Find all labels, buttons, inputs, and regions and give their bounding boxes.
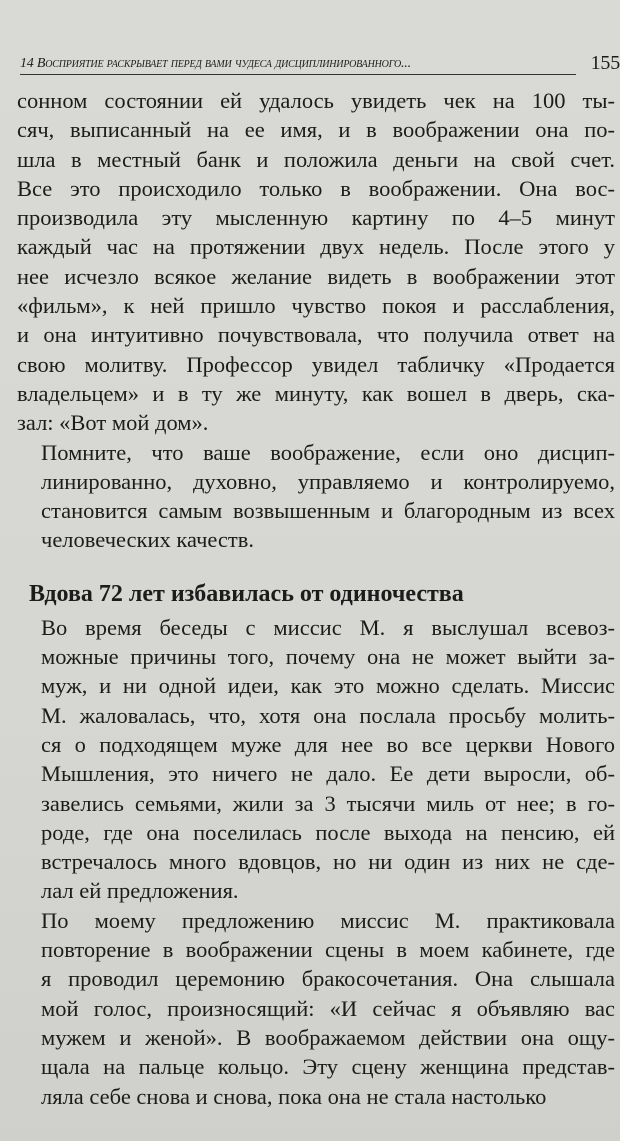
text-line: Все это происходило только в воображении. Она вос- bbox=[17, 175, 615, 201]
text-line: лал ей предложения. bbox=[41, 878, 239, 904]
text-line: ся о подходящем муже для нее во все церкви Нового bbox=[41, 731, 615, 757]
text-line: сяч, выписанный на ее имя, и в воображении она по- bbox=[17, 117, 615, 143]
text-line: сонном состоянии ей удалось увидеть чек на 100 ты- bbox=[17, 88, 615, 113]
paragraph-3 bbox=[17, 613, 615, 906]
paragraph-4 bbox=[17, 906, 615, 1111]
text-line: муж, и ни одной идеи, как это можно сделать. Миссис bbox=[41, 673, 615, 699]
text-line: М. жаловалась, что, хотя она послала просьбу молить- bbox=[41, 702, 615, 728]
header-rule bbox=[20, 74, 576, 75]
section-heading: Вдова 72 лет избавилась от одиночества bbox=[29, 580, 464, 607]
body-text bbox=[17, 86, 615, 1111]
text-line: щала на пальце кольцо. Эту сцену женщина представ- bbox=[41, 1054, 615, 1080]
paragraph-1 bbox=[17, 86, 615, 438]
text-line: встречалось много вдовцов, но ни один из них не сде- bbox=[41, 849, 615, 875]
text-line: свою молитву. Профессор увидел табличку «Продается bbox=[17, 351, 615, 377]
text-line: завелись семьями, жили за 3 тысячи миль от нее; в го- bbox=[41, 790, 615, 816]
text-line: владельцем» и в ту же минуту, как вошел в дверь, ска- bbox=[17, 380, 615, 406]
text-line: и она интуитивно почувствовала, что получила ответ на bbox=[17, 322, 615, 348]
page-number: 155 bbox=[590, 52, 620, 74]
text-line: нее исчезло всякое желание видеть в воображении этот bbox=[17, 263, 615, 289]
running-title: 14 Восприятие раскрывает перед вами чудеса дисциплинированного... bbox=[20, 56, 411, 71]
text-line: шла в местный банк и положила деньги на свой счет. bbox=[17, 146, 615, 172]
text-line: мой голос, произносящий: «И сейчас я объявляю вас bbox=[41, 995, 615, 1021]
text-line: Мышления, это ничего не дало. Ее дети выросли, об- bbox=[41, 761, 615, 787]
text-line: человеческих качеств. bbox=[41, 527, 255, 553]
text-line: становится самым возвышенным и благородным из всех bbox=[41, 498, 615, 524]
text-line: я проводил церемонию бракосочетания. Она слышала bbox=[41, 966, 615, 992]
text-line: Во время беседы с миссис М. я выслушал всевоз- bbox=[41, 614, 615, 640]
text-line: каждый час на протяжении двух недель. После этого у bbox=[17, 234, 615, 260]
text-line: производила эту мысленную картину по 4–5 минут bbox=[17, 205, 615, 231]
paragraph-2 bbox=[17, 438, 615, 555]
text-line: линированно, духовно, управляемо и контролируемо, bbox=[41, 468, 615, 494]
text-line: «фильм», к ней пришло чувство покоя и расслабления, bbox=[17, 293, 615, 319]
text-line: можные причины того, почему она не может выйти за- bbox=[41, 644, 615, 670]
text-line: повторение в воображении сцены в моем кабинете, где bbox=[41, 937, 615, 963]
text-line: ляла себе снова и снова, пока она не стала настолько bbox=[41, 1083, 547, 1109]
text-line: По моему предложению миссис М. практиковала bbox=[41, 907, 615, 933]
text-line: зал: «Вот мой дом». bbox=[17, 410, 209, 436]
text-line: мужем и женой». В воображаемом действии она ощу- bbox=[41, 1024, 615, 1050]
running-header bbox=[20, 48, 620, 78]
text-line: Помните, что ваше воображение, если оно дисцип- bbox=[41, 439, 615, 465]
text-line: роде, где она поселилась после выхода на пенсию, ей bbox=[41, 819, 615, 845]
